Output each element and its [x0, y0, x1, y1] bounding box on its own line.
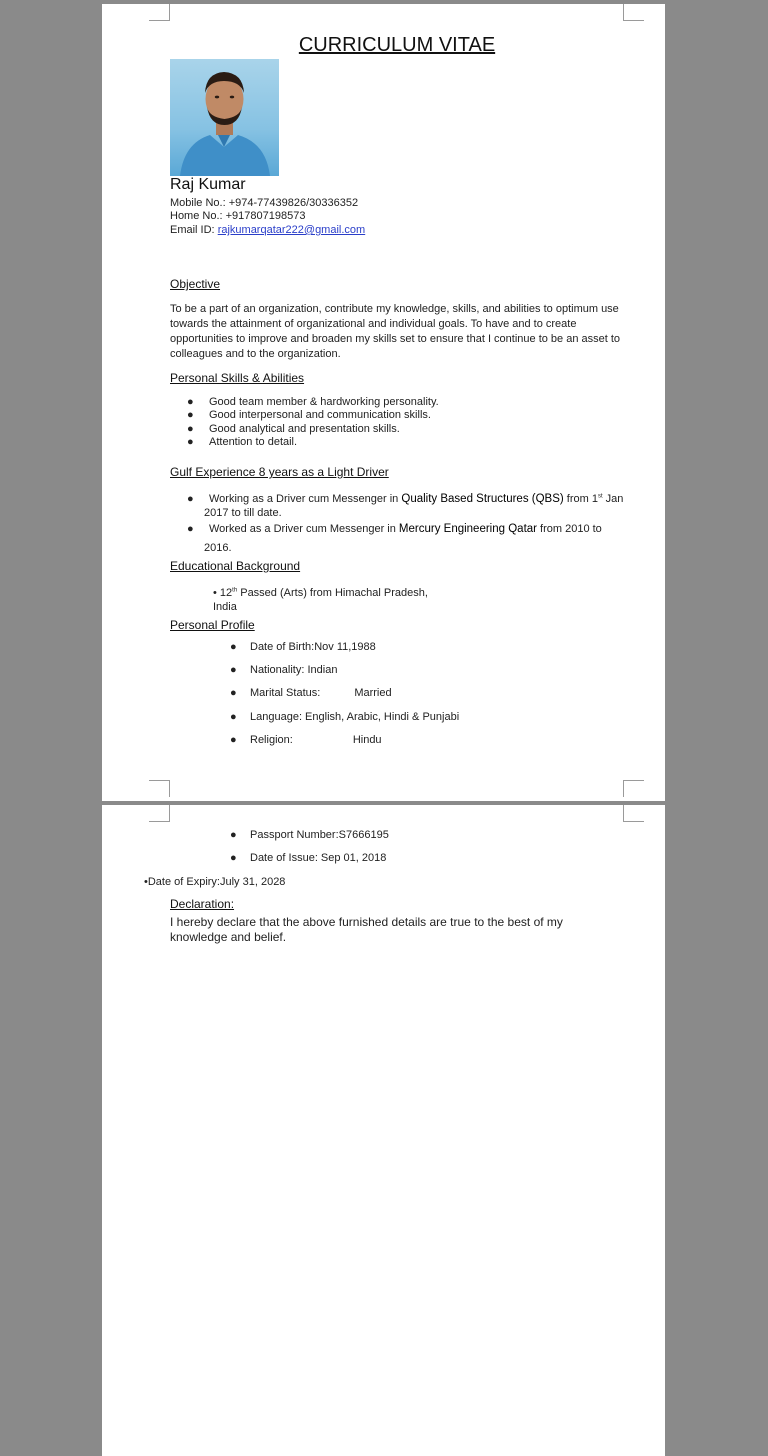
list-item: •Date of Expiry:July 31, 2028	[144, 876, 286, 888]
page-corner-mark	[623, 4, 644, 21]
list-item: ● Nationality: Indian	[230, 664, 338, 676]
page-corner-mark	[623, 805, 644, 822]
list-item: ● Date of Birth:Nov 11,1988	[230, 641, 376, 653]
candidate-name: Raj Kumar	[170, 176, 246, 193]
page-corner-mark	[623, 780, 644, 797]
company-name: Mercury Engineering Qatar	[398, 523, 537, 535]
list-item: ● Worked as a Driver cum Messenger in Mercury Engineering Qatar from 2010 to	[187, 523, 602, 535]
education-heading: Educational Background	[170, 559, 301, 573]
profile-heading: Personal Profile	[170, 618, 255, 632]
list-item: ● Passport Number:S7666195	[230, 829, 389, 841]
list-item-continuation: 2017 to till date.	[204, 507, 282, 519]
skills-heading: Personal Skills & Abilities	[170, 371, 305, 385]
declaration-text: I hereby declare that the above furnished details are true to the best of my knowledge and belief.	[170, 915, 563, 944]
page-corner-mark	[149, 4, 170, 21]
list-item: ● Good interpersonal and communication skills.	[187, 409, 431, 421]
list-item: ● Good team member & hardworking personality.	[187, 396, 439, 408]
document-page-1	[102, 4, 665, 801]
declaration-heading: Declaration:	[170, 897, 235, 911]
page-corner-mark	[149, 780, 170, 797]
list-item-continuation: India	[213, 601, 237, 613]
email-link[interactable]: rajkumarqatar222@gmail.com	[217, 224, 366, 236]
objective-text: To be a part of an organization, contribute my knowledge, skills, and abilities to optimum use towards the attainment of organizational and individual goals. To have and to create opportunities to improve and broaden my skills set to ensure that I continue to be an asset to colleagues and to the organization.	[170, 303, 621, 360]
objective-heading: Objective	[170, 277, 221, 291]
list-item: ● Marital Status: Married	[230, 687, 392, 699]
list-item: ● Date of Issue: Sep 01, 2018	[230, 852, 387, 864]
profile-photo	[170, 59, 279, 176]
experience-heading: Gulf Experience 8 years as a Light Driver	[170, 465, 389, 479]
email-label: Email ID:	[170, 224, 218, 236]
company-name: Quality Based Structures (QBS)	[401, 493, 564, 505]
email-line	[170, 224, 365, 236]
list-item: ● Good analytical and presentation skills.	[187, 423, 400, 435]
list-item: ● Attention to detail.	[187, 436, 298, 448]
list-item: ● Working as a Driver cum Messenger in Quality Based Structures (QBS) from 1st Jan	[187, 493, 624, 505]
document-page-2	[102, 805, 665, 1456]
list-item-continuation: 2016.	[204, 542, 232, 554]
page-corner-mark	[149, 805, 170, 822]
list-item: • 12th Passed (Arts) from Himachal Pradesh,	[213, 587, 428, 599]
mobile-number: Mobile No.: +974-77439826/30336352	[170, 197, 359, 209]
document-title: CURRICULUM VITAE	[298, 34, 496, 56]
list-item: ● Language: English, Arabic, Hindi & Punjabi	[230, 711, 460, 723]
list-item: ● Religion: Hindu	[230, 734, 382, 746]
home-number: Home No.: +917807198573	[170, 210, 306, 222]
